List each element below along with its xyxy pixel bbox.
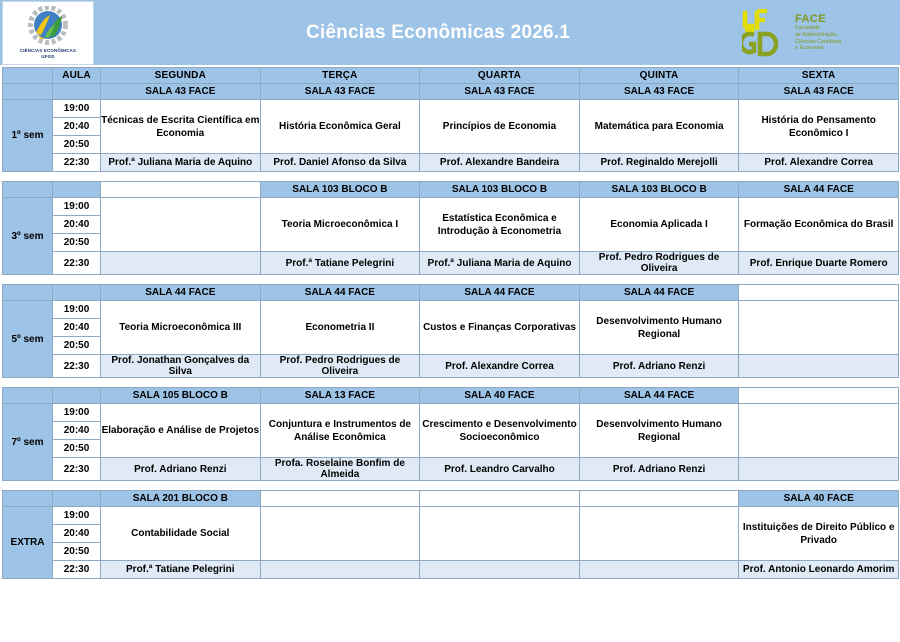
room-row-corner (3, 182, 53, 198)
room-cell: SALA 103 BLOCO B (420, 182, 580, 198)
subject-cell: História do Pensamento Econômico I (739, 100, 899, 154)
semester-label: EXTRA (3, 507, 53, 579)
subject-cell: Contabilidade Social (101, 507, 261, 561)
professor-cell (739, 355, 899, 378)
room-header-row (3, 285, 899, 301)
face-ufgd-logo (742, 4, 892, 62)
room-cell: SALA 43 FACE (101, 84, 261, 100)
professor-cell: Prof.ª Juliana Maria de Aquino (101, 154, 261, 172)
professor-cell (420, 561, 580, 579)
professor-cell: Prof. Adriano Renzi (579, 458, 739, 481)
room-cell: SALA 40 FACE (739, 491, 899, 507)
room-row-aula-blank (53, 182, 101, 198)
face-logo-sub1: Faculdade (795, 25, 821, 32)
subject-cell: Desenvolvimento Humano Regional (579, 301, 739, 355)
time-cell: 19:00 (53, 404, 101, 422)
room-cell (420, 491, 580, 507)
subject-cell: Custos e Finanças Corporativas (420, 301, 580, 355)
time-cell: 19:00 (53, 507, 101, 525)
room-cell: SALA 44 FACE (579, 285, 739, 301)
time-cell: 22:30 (53, 458, 101, 481)
semester-label: 5º sem (3, 301, 53, 378)
schedule-block (2, 181, 899, 275)
subject-cell: Econometria II (260, 301, 420, 355)
professor-cell: Prof. Daniel Afonso da Silva (260, 154, 420, 172)
room-cell: SALA 103 BLOCO B (579, 182, 739, 198)
day-header-3: QUARTA (420, 68, 580, 84)
subject-cell (101, 198, 261, 252)
room-row-aula-blank (53, 285, 101, 301)
room-row-aula-blank (53, 388, 101, 404)
subject-cell: Crescimento e Desenvolvimento Socioeconômico (420, 404, 580, 458)
subject-cell: Técnicas de Escrita Científica em Economia (101, 100, 261, 154)
professor-row (3, 154, 899, 172)
room-row-aula-blank (53, 491, 101, 507)
subject-cell: Teoria Microeconômica III (101, 301, 261, 355)
subject-cell: Instituições de Direito Público e Privado (739, 507, 899, 561)
professor-cell: Prof. Jonathan Gonçalves da Silva (101, 355, 261, 378)
subject-cell (579, 507, 739, 561)
time-cell: 22:30 (53, 252, 101, 275)
room-cell: SALA 105 BLOCO B (101, 388, 261, 404)
page-header (0, 0, 900, 67)
day-header-row (3, 68, 899, 84)
time-cell: 20:50 (53, 337, 101, 355)
professor-cell: Profa. Roselaine Bonfim de Almeida (260, 458, 420, 481)
room-header-row (3, 388, 899, 404)
room-row-corner (3, 491, 53, 507)
time-cell: 20:50 (53, 543, 101, 561)
day-header-4: QUINTA (579, 68, 739, 84)
subject-cell: Desenvolvimento Humano Regional (579, 404, 739, 458)
room-row-corner (3, 388, 53, 404)
time-cell: 19:00 (53, 100, 101, 118)
logo-left-line2: UFGD (41, 53, 55, 59)
subject-cell: História Econômica Geral (260, 100, 420, 154)
time-cell: 19:00 (53, 301, 101, 319)
day-header-2: TERÇA (260, 68, 420, 84)
professor-cell: Prof. Alexandre Bandeira (420, 154, 580, 172)
page-title: Ciências Econômicas 2026.1 (306, 21, 570, 43)
face-logo-sub2: de Administração, (795, 31, 838, 38)
ufgd-ciencias-economicas-logo (2, 1, 94, 65)
block-gap (2, 481, 898, 490)
day-header-5: SEXTA (739, 68, 899, 84)
room-cell: SALA 43 FACE (260, 84, 420, 100)
schedule-block (2, 67, 899, 172)
time-cell: 20:50 (53, 234, 101, 252)
time-row-1 (3, 404, 899, 422)
room-cell: SALA 44 FACE (579, 388, 739, 404)
professor-cell: Prof.ª Tatiane Pelegrini (101, 561, 261, 579)
professor-cell: Prof. Adriano Renzi (101, 458, 261, 481)
semester-label: 3º sem (3, 198, 53, 275)
professor-cell: Prof. Antonio Leonardo Amorim (739, 561, 899, 579)
room-row-corner (3, 84, 53, 100)
time-row-1 (3, 507, 899, 525)
subject-cell: Conjuntura e Instrumentos de Análise Econômica (260, 404, 420, 458)
room-cell: SALA 43 FACE (420, 84, 580, 100)
professor-row (3, 458, 899, 481)
professor-cell (579, 561, 739, 579)
block-gap (2, 172, 898, 181)
professor-row (3, 252, 899, 275)
professor-cell: Prof. Pedro Rodrigues de Oliveira (260, 355, 420, 378)
logo-left-line1: CIÊNCIAS ECONÔMICAS (19, 47, 77, 53)
room-cell: SALA 40 FACE (420, 388, 580, 404)
room-cell: SALA 201 BLOCO B (101, 491, 261, 507)
time-cell: 20:50 (53, 440, 101, 458)
professor-cell: Prof.ª Tatiane Pelegrini (260, 252, 420, 275)
room-cell (260, 491, 420, 507)
professor-cell (739, 458, 899, 481)
time-row-1 (3, 198, 899, 216)
professor-cell: Prof. Pedro Rodrigues de Oliveira (579, 252, 739, 275)
room-cell: SALA 43 FACE (579, 84, 739, 100)
room-cell: SALA 44 FACE (260, 285, 420, 301)
time-cell: 20:40 (53, 118, 101, 136)
time-cell: 22:30 (53, 355, 101, 378)
subject-cell: Formação Econômica do Brasil (739, 198, 899, 252)
schedule-block (2, 490, 899, 579)
semester-label: 1º sem (3, 100, 53, 172)
face-logo-sub3: Ciências Contábeis (795, 38, 842, 45)
professor-row (3, 355, 899, 378)
professor-cell: Prof.ª Juliana Maria de Aquino (420, 252, 580, 275)
ufgd-monogram-icon (742, 9, 790, 57)
professor-row (3, 561, 899, 579)
room-cell: SALA 44 FACE (739, 182, 899, 198)
professor-cell: Prof. Alexandre Correa (420, 355, 580, 378)
time-cell: 20:40 (53, 216, 101, 234)
subject-cell (739, 404, 899, 458)
time-cell: 22:30 (53, 154, 101, 172)
room-row-aula-blank (53, 84, 101, 100)
subject-cell: Elaboração e Análise de Projetos (101, 404, 261, 458)
time-cell: 19:00 (53, 198, 101, 216)
schedule-table (0, 67, 900, 579)
semester-label: 7º sem (3, 404, 53, 481)
room-header-row (3, 182, 899, 198)
room-cell (739, 285, 899, 301)
subject-cell: Economia Aplicada I (579, 198, 739, 252)
room-cell: SALA 44 FACE (101, 285, 261, 301)
professor-cell: Prof. Enrique Duarte Romero (739, 252, 899, 275)
subject-cell (739, 301, 899, 355)
subject-cell: Teoria Microeconômica I (260, 198, 420, 252)
professor-cell (260, 561, 420, 579)
professor-cell: Prof. Leandro Carvalho (420, 458, 580, 481)
subject-cell (420, 507, 580, 561)
time-row-1 (3, 301, 899, 319)
corner-cell (3, 68, 53, 84)
block-gap (2, 275, 898, 284)
block-gap (2, 378, 898, 387)
room-cell: SALA 103 BLOCO B (260, 182, 420, 198)
time-cell: 20:40 (53, 319, 101, 337)
subject-cell: Estatística Econômica e Introdução à Econometria (420, 198, 580, 252)
subject-cell: Matemática para Economia (579, 100, 739, 154)
time-row-1 (3, 100, 899, 118)
face-logo-sub4: e Economia (795, 45, 824, 52)
professor-cell: Prof. Adriano Renzi (579, 355, 739, 378)
room-cell (101, 182, 261, 198)
professor-cell: Prof. Alexandre Correa (739, 154, 899, 172)
room-cell: SALA 43 FACE (739, 84, 899, 100)
schedule-block (2, 387, 899, 481)
room-cell (579, 491, 739, 507)
time-cell: 20:40 (53, 525, 101, 543)
room-cell: SALA 44 FACE (420, 285, 580, 301)
subject-cell: Princípios de Economia (420, 100, 580, 154)
schedule-block (2, 284, 899, 378)
ufgd-emblem-icon (25, 6, 71, 48)
room-cell: SALA 13 FACE (260, 388, 420, 404)
time-cell: 22:30 (53, 561, 101, 579)
time-cell: 20:50 (53, 136, 101, 154)
aula-header: AULA (53, 68, 101, 84)
professor-cell: Prof. Reginaldo Merejolli (579, 154, 739, 172)
face-logo-title: FACE (795, 13, 826, 26)
professor-cell (101, 252, 261, 275)
time-cell: 20:40 (53, 422, 101, 440)
room-header-row (3, 491, 899, 507)
day-header-1: SEGUNDA (101, 68, 261, 84)
room-header-row (3, 84, 899, 100)
room-row-corner (3, 285, 53, 301)
room-cell (739, 388, 899, 404)
subject-cell (260, 507, 420, 561)
face-logo-text (795, 13, 841, 51)
